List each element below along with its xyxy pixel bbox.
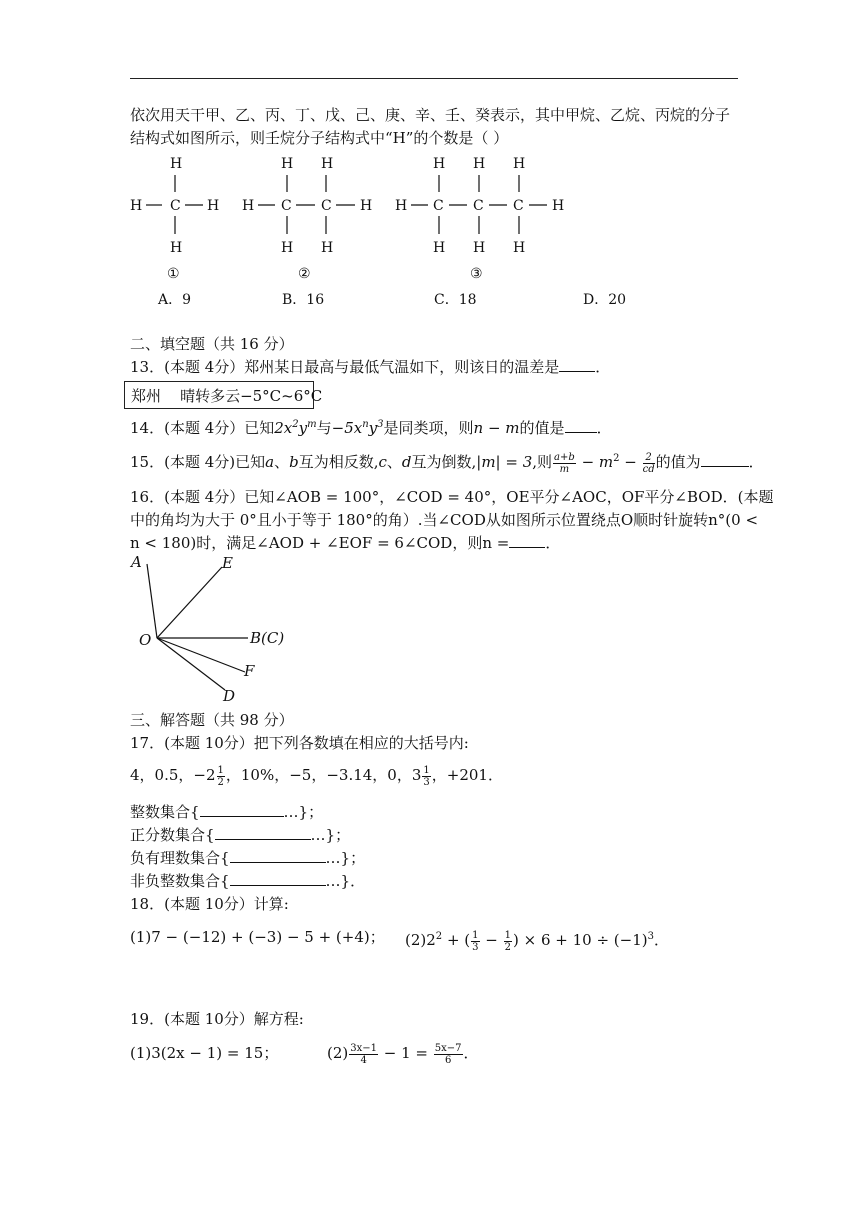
atom-h: H [281,240,294,256]
q15-c: c [378,453,387,471]
q16-line2: 中的角均为大于 0°且小于等于 180°的角）.当∠COD从如图所示位置绕点O顺时针旋转n°(0 < [130,511,759,529]
q16-line3-text: n < 180)时，满足∠AOD + ∠EOF = 6∠COD，则n = [130,534,510,552]
choice-b[interactable]: B．16 [282,292,325,308]
set-positive-fractions-blank[interactable] [215,839,311,840]
q15-a: a [265,453,275,471]
set-nonneg-integers: 非负整数集合{ …}． [130,872,366,890]
q15-prefix: 15．(本题 4分)已知 [130,453,266,471]
atom-c: C [170,198,181,214]
choice-a[interactable]: A．9 [158,292,192,308]
atom-h: H [395,198,408,214]
q15-abs: |m| = 3 [476,453,533,471]
ray-oa [147,564,157,638]
header-rule [130,78,738,79]
atom-c: C [321,198,332,214]
atom-c: C [433,198,444,214]
label-2: ② [298,266,311,282]
q12-line1: 依次用天干甲、乙、丙、丁、戊、己、庚、辛、壬、癸表示，其中甲烷、乙烷、丙烷的分子 [130,106,731,124]
q14-end: ． [596,419,612,437]
q14-term2: $-5x^ny^3$ [331,419,384,437]
label-d: D [223,687,236,705]
q13-blank[interactable] [559,371,595,372]
q13 [130,356,610,378]
section-3-title: 三、解答题（共 98 分） [130,711,294,729]
q18-frac2: $\frac{1}{2}$ [504,929,511,953]
angle-figure [125,550,305,710]
atom-h: H [130,198,143,214]
q15-t3: ,则 [532,453,553,471]
atom-h: H [170,240,183,256]
q16-line1: 16．(本题 4分）已知∠AOB = 100°，∠COD = 40°，OE平分∠AOC，OF平分∠BOD．(本题 [130,488,774,506]
ethane-structure [242,156,372,282]
section-2-title: 二、填空题（共 16 分） [130,335,294,353]
q16-end: ． [545,534,561,552]
set-integers-blank[interactable] [200,816,284,817]
q14-expr: n − m [473,419,520,437]
q15-mid: − m [576,453,614,471]
q18-part1: (1)7 − (−12) + (−3) − 5 + (+4)； [130,928,385,946]
q17-frac1: $\frac{1}{2}$ [217,764,224,788]
q18-title: 18．(本题 10分）计算: [130,895,289,913]
choice-c[interactable]: C．18 [434,292,477,308]
atom-h: H [513,156,526,172]
q14-term1: $2x^2y^m$ [274,419,317,437]
q14 [130,414,612,439]
q15-t2: 互为倒数, [411,453,477,471]
label-f: F [244,662,255,680]
q15-frac1: $\frac{a+b}{m}$ [554,451,575,475]
methane-structure [130,156,219,282]
atom-h: H [433,240,446,256]
label-bc: B(C) [250,629,285,647]
q15-d: d [401,453,412,471]
q14-tail: 的值是 [519,419,565,437]
q14-prefix: 14．(本题 4分）已知 [130,419,275,437]
label-o: O [139,631,152,649]
q17-numbers: 4，0.5，−2 $\frac{1}{2}$ ，10%，−5，−3.14，0，3 $\frac{1}{3}$ ，+201． [130,764,503,788]
atom-h: H [473,156,486,172]
q14-mid2: 是同类项，则 [383,419,474,437]
atom-h: H [170,156,183,172]
q15-end: ． [748,453,764,471]
q13-text: 13．(本题 4分）郑州某日最高与最低气温如下，则该日的温差是 [130,358,560,376]
q15-minus: − [619,453,642,471]
q14-blank[interactable] [565,432,597,433]
atom-h: H [321,240,334,256]
label-3: ③ [470,266,483,282]
q15-sep1: 、 [274,453,290,471]
atom-c: C [473,198,484,214]
q18-part2: $(2)2^2$ + ( $\frac{1}{3}$ − $\frac{1}{2}$ ) × $6 + 10 \div (-1)^3$． [405,929,670,953]
set-positive-fractions: 正分数集合{ …}； [130,826,351,844]
q15-sep2: 、 [386,453,402,471]
propane-structure [395,156,564,282]
q15 [130,448,764,475]
atom-h: H [513,240,526,256]
q16-blank[interactable] [509,547,545,548]
q17-title: 17．(本题 10分）把下列各数填在相应的大括号内: [130,734,469,752]
ray-of [157,638,245,672]
atom-h: H [552,198,565,214]
q15-blank[interactable] [701,466,749,467]
ray-od [157,638,225,690]
label-a: A [131,553,142,571]
q19-title: 19．(本题 10分）解方程: [130,1010,304,1028]
atom-h: H [433,156,446,172]
label-1: ① [167,266,180,282]
atom-c: C [513,198,524,214]
molecule-figure [0,150,868,290]
set-negative-rationals-blank[interactable] [230,862,326,863]
q15-sq: 2 [613,453,620,464]
atom-h: H [473,240,486,256]
weather-box [124,381,323,409]
atom-h: H [321,156,334,172]
atom-h: H [281,156,294,172]
q19-part2: (2) $\frac{3x-1}{4}$ − 1 = $\frac{5x-7}{6}$ ． [327,1042,479,1066]
q15-tail: 的值为 [655,453,701,471]
q17-frac2: $\frac{1}{3}$ [423,764,430,788]
q12-line2: 结构式如图所示，则壬烷分子结构式中“H”的个数是（ ） [130,129,509,147]
q15-b: b [289,453,299,471]
atom-h: H [242,198,255,214]
set-negative-rationals: 负有理数集合{ …}； [130,849,366,867]
q14-mid: 与 [316,419,332,437]
q18-frac1: $\frac{1}{3}$ [472,929,479,953]
atom-h: H [360,198,373,214]
q13-end: ． [595,358,611,376]
q19-frac1: $\frac{3x-1}{4}$ [350,1042,377,1066]
ray-oe [157,567,222,638]
choice-d[interactable]: D．20 [583,292,627,308]
set-integers: 整数集合{ …}； [130,803,324,821]
q15-frac2: $\frac{2}{cd}$ [642,451,655,475]
q19-frac2: $\frac{5x-7}{6}$ [434,1042,462,1066]
set-nonneg-integers-blank[interactable] [230,885,326,886]
label-e: E [222,554,233,572]
q19-part1: (1)3(2x − 1) = 15； [130,1044,279,1062]
atom-h: H [207,198,220,214]
weather-text: 郑州 晴转多云−5°C~6°C [131,386,323,405]
atom-c: C [281,198,292,214]
q15-t1: 互为相反数, [298,453,379,471]
